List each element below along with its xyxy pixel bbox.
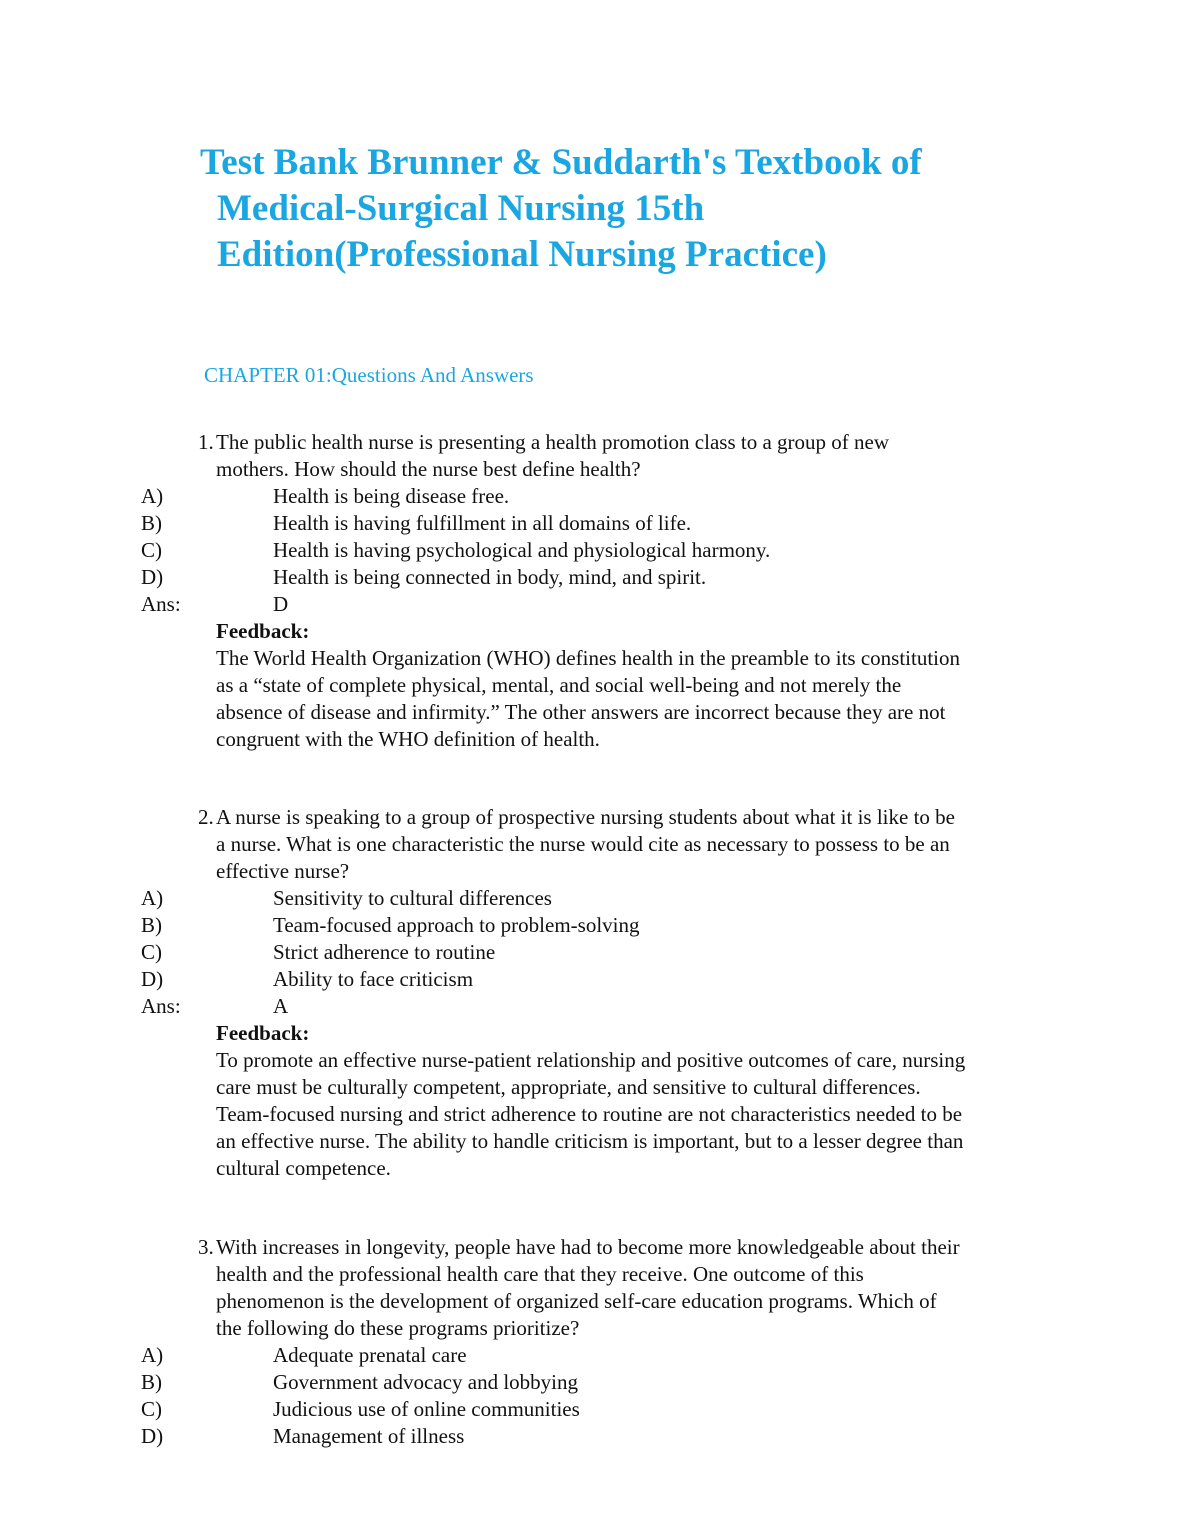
option-label: A) [141, 1343, 164, 1367]
option-text: Judicious use of online communities [273, 1397, 580, 1421]
stem-line: effective nurse? [216, 859, 350, 883]
answer-option [0, 966, 1190, 993]
question-2 [0, 804, 1190, 1182]
document-title [200, 140, 1080, 278]
option-label: A) [141, 886, 164, 910]
answer-option [0, 885, 1190, 912]
option-text: Health is being disease free. [273, 484, 510, 508]
title-line: Medical-Surgical Nursing 15th [217, 188, 705, 229]
feedback-line: an effective nurse. The ability to handle criticism is important, but to a lesser degree than [216, 1129, 964, 1153]
question-stem [198, 1234, 1056, 1342]
answer-option [0, 1342, 1190, 1369]
title-line: Edition(Professional Nursing Practice) [217, 234, 827, 275]
answer-option [0, 1396, 1190, 1423]
option-text: Strict adherence to routine [273, 940, 496, 964]
question-stem [198, 804, 1056, 885]
stem-line: A nurse is speaking to a group of prospective nursing students about what it is like to be [216, 805, 955, 829]
feedback-line: The World Health Organization (WHO) defines health in the preamble to its constitution [216, 646, 961, 670]
stem-line: mothers. How should the nurse best define health? [216, 457, 641, 481]
question-3 [0, 1234, 1190, 1450]
feedback-line: cultural competence. [216, 1156, 391, 1180]
option-text: Sensitivity to cultural differences [273, 886, 552, 910]
question-stem [198, 429, 1056, 483]
answer-option [0, 483, 1190, 510]
title-line: Test Bank Brunner & Suddarth's Textbook of [200, 142, 922, 183]
answer-option [0, 912, 1190, 939]
option-label: A) [141, 484, 164, 508]
option-text: Health is having psychological and physiological harmony. [273, 538, 771, 562]
answer-label: Ans: [141, 994, 181, 1018]
question-number: 3. [198, 1235, 214, 1259]
option-label: C) [141, 1397, 162, 1421]
option-label: D) [141, 1424, 164, 1448]
stem-line: a nurse. What is one characteristic the nurse would cite as necessary to possess to be an [216, 832, 950, 856]
stem-line: phenomenon is the development of organized self-care education programs. Which of [216, 1289, 937, 1313]
feedback-heading: Feedback: [216, 1021, 310, 1045]
feedback-line: care must be culturally competent, appropriate, and sensitive to cultural differences. [216, 1075, 921, 1099]
answer-option [0, 510, 1190, 537]
option-text: Ability to face criticism [273, 967, 474, 991]
answer-option [0, 1369, 1190, 1396]
option-label: B) [141, 1370, 162, 1394]
option-label: B) [141, 511, 162, 535]
answer-value: D [273, 592, 289, 616]
option-text: Government advocacy and lobbying [273, 1370, 578, 1394]
answer-row [0, 591, 1190, 618]
feedback-text [216, 1047, 1056, 1182]
option-text: Health is being connected in body, mind, and spirit. [273, 565, 707, 589]
option-text: Management of illness [273, 1424, 465, 1448]
option-label: B) [141, 913, 162, 937]
feedback-text [216, 645, 1056, 753]
answer-option [0, 939, 1190, 966]
feedback-line: To promote an effective nurse-patient relationship and positive outcomes of care, nursing [216, 1048, 966, 1072]
stem-line: health and the professional health care that they receive. One outcome of this [216, 1262, 864, 1286]
feedback-line: congruent with the WHO definition of health. [216, 727, 600, 751]
stem-line: the following do these programs prioritize? [216, 1316, 580, 1340]
stem-line: The public health nurse is presenting a health promotion class to a group of new [216, 430, 889, 454]
feedback-line: absence of disease and infirmity.” The other answers are incorrect because they are not [216, 700, 946, 724]
option-text: Team-focused approach to problem-solving [273, 913, 640, 937]
feedback-line: Team-focused nursing and strict adherence to routine are not characteristics needed to be [216, 1102, 963, 1126]
option-label: C) [141, 940, 162, 964]
question-1 [0, 429, 1190, 753]
question-number: 1. [198, 430, 214, 454]
answer-option [0, 564, 1190, 591]
feedback-heading: Feedback: [216, 619, 310, 643]
option-text: Health is having fulfillment in all domains of life. [273, 511, 692, 535]
option-label: D) [141, 967, 164, 991]
answer-row [0, 993, 1190, 1020]
answer-option [0, 537, 1190, 564]
option-label: C) [141, 538, 162, 562]
feedback-line: as a “state of complete physical, mental, and social well-being and not merely the [216, 673, 902, 697]
option-label: D) [141, 565, 164, 589]
answer-label: Ans: [141, 592, 181, 616]
option-text: Adequate prenatal care [273, 1343, 467, 1367]
chapter-heading: CHAPTER 01:Questions And Answers [204, 363, 534, 387]
answer-value: A [273, 994, 289, 1018]
answer-option [0, 1423, 1190, 1450]
question-number: 2. [198, 805, 214, 829]
stem-line: With increases in longevity, people have had to become more knowledgeable about their [216, 1235, 960, 1259]
